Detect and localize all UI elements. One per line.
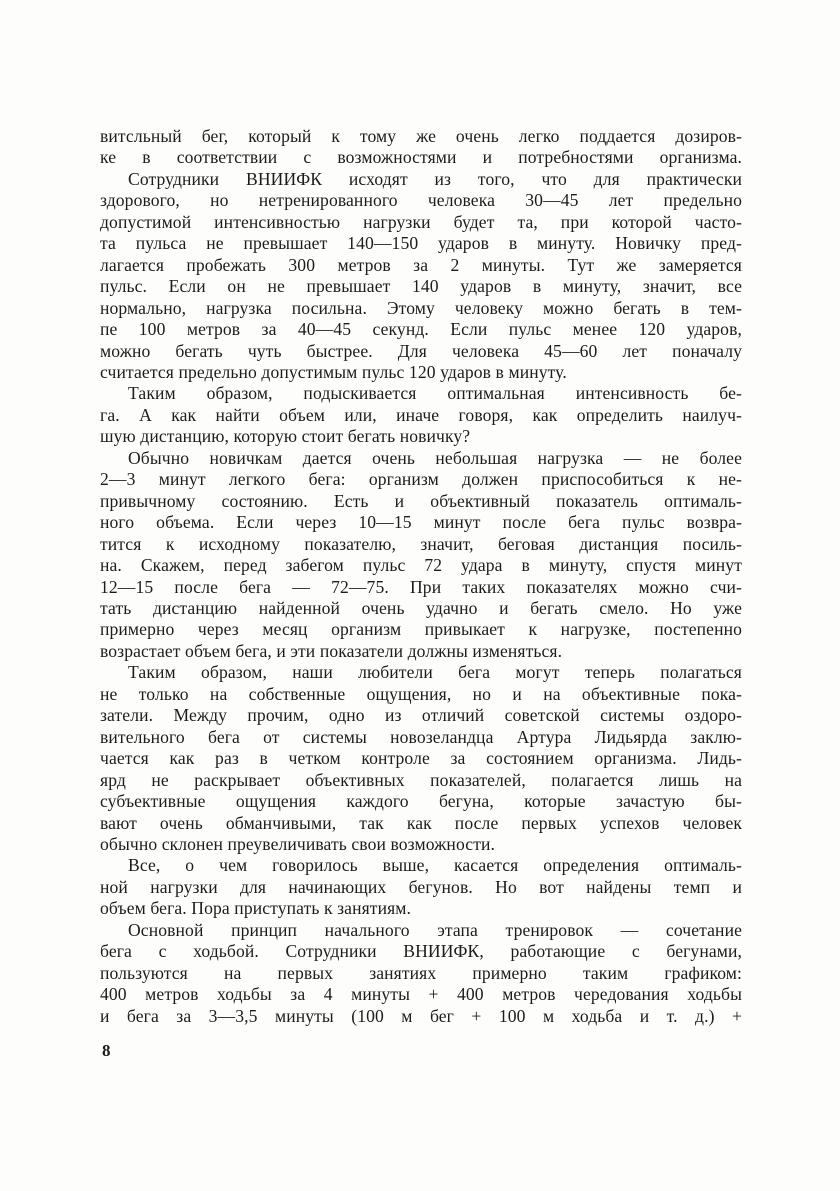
text-line: здорового, но нетренированного человека 30—45 лет предельно — [100, 190, 742, 211]
text-line: нормально, нагрузка посильна. Этому человеку можно бегать в тем- — [100, 297, 742, 318]
text-line: тится к исходному показателю, значит, беговая дистанция посиль- — [100, 533, 742, 554]
text-line: витсльный бег, который к тому же очень легко поддается дозиров- — [100, 126, 742, 146]
page-number: 8 — [102, 1041, 111, 1060]
text-line: на. Скажем, перед забегом пульс 72 удара в минуту, спустя минут — [100, 555, 742, 576]
paragraph — [100, 383, 742, 447]
text-line: ной нагрузки для начинающих бегунов. Но вот найдены темп и — [100, 876, 742, 897]
text-line: затели. Между прочим, одно из отличий советской системы оздоро- — [100, 705, 742, 726]
paragraph — [100, 126, 742, 169]
text-line: обычно склонен преувеличивать свои возможности. — [100, 833, 495, 854]
text-line: ке в соответствии с возможностями и потребностями организма. — [100, 147, 742, 168]
text-line: допустимой интенсивностью нагрузки будет та, при которой часто- — [100, 211, 742, 232]
text-line: вают очень обманчивыми, так как после первых успехов человек — [100, 812, 742, 833]
text-line: пе 100 метров за 40—45 секунд. Если пульс менее 120 ударов, — [100, 319, 742, 340]
paragraph — [100, 448, 742, 663]
paragraph — [100, 920, 742, 1027]
text-line: считается предельно допустимым пульс 120 ударов в минуту. — [100, 361, 567, 382]
text-line: примерно через месяц организм привыкает к нагрузке, постепенно — [100, 619, 742, 640]
text-line: пользуются на первых занятиях примерно таким графиком: — [100, 962, 742, 983]
text-line: привычному состоянию. Есть и объективный показатель оптималь- — [100, 490, 742, 511]
text-line: та пульса не превышает 140—150 ударов в минуту. Новичку пред- — [100, 233, 742, 254]
text-line: бега с ходьбой. Сотрудники ВНИИФК, работающие с бегунами, — [100, 941, 742, 962]
text-line: шую дистанцию, которую стоит бегать новичку? — [100, 426, 471, 447]
paragraph — [100, 855, 742, 919]
text-line: не только на собственные ощущения, но и на объективные пока- — [100, 683, 742, 704]
text-line: пульс. Если он не превышает 140 ударов в минуту, значит, все — [100, 276, 742, 297]
text-line: ного объема. Если через 10—15 минут после бега пульс возвра- — [100, 512, 742, 533]
text-line: можно бегать чуть быстрее. Для человека 45—60 лет поначалу — [100, 340, 742, 361]
text-line: 2—3 минут легкого бега: организм должен приспособиться к не- — [100, 469, 742, 490]
text-line: Таким образом, наши любители бега могут теперь полагаться — [128, 662, 742, 683]
text-line: лагается пробежать 300 метров за 2 минуты. Тут же замеряется — [100, 254, 742, 275]
text-line: га. А как найти объем или, иначе говоря, как определить наилуч- — [100, 404, 742, 425]
text-line: ярд не раскрывает объективных показателей, полагается лишь на — [100, 769, 742, 790]
text-line: объем бега. Пора приступать к занятиям. — [100, 898, 412, 919]
text-line: чается как раз в четком контроле за состоянием организма. Лидь- — [100, 748, 742, 769]
text-line: и бега за 3—3,5 минуты (100 м бег + 100 м ходьба и т. д.) + — [100, 1005, 742, 1026]
body-text — [100, 126, 742, 1027]
text-line: вительного бега от системы новозеландца Артура Лидьярда заклю- — [100, 726, 742, 747]
paragraph — [100, 169, 742, 384]
text-line: Все, о чем говорилось выше, касается определения оптималь- — [128, 855, 742, 876]
text-line: возрастает объем бега, и эти показатели должны изменяться. — [100, 640, 563, 661]
text-line: Основной принцип начального этапа тренировок — сочетание — [128, 919, 742, 940]
text-line: 12—15 после бега — 72—75. При таких показателях можно счи- — [100, 576, 742, 597]
text-line: субъективные ощущения каждого бегуна, которые зачастую бы- — [100, 791, 742, 812]
text-line: Обычно новичкам дается очень небольшая нагрузка — не более — [128, 447, 742, 468]
text-line: тать дистанцию найденной очень удачно и бегать смело. Но уже — [100, 597, 742, 618]
text-line: Таким образом, подыскивается оптимальная интенсивность бе- — [128, 383, 742, 404]
text-line: Сотрудники ВНИИФК исходят из того, что для практически — [128, 168, 742, 189]
text-line: 400 метров ходьбы за 4 минуты + 400 метров чередования ходьбы — [100, 984, 742, 1005]
paragraph — [100, 662, 742, 855]
